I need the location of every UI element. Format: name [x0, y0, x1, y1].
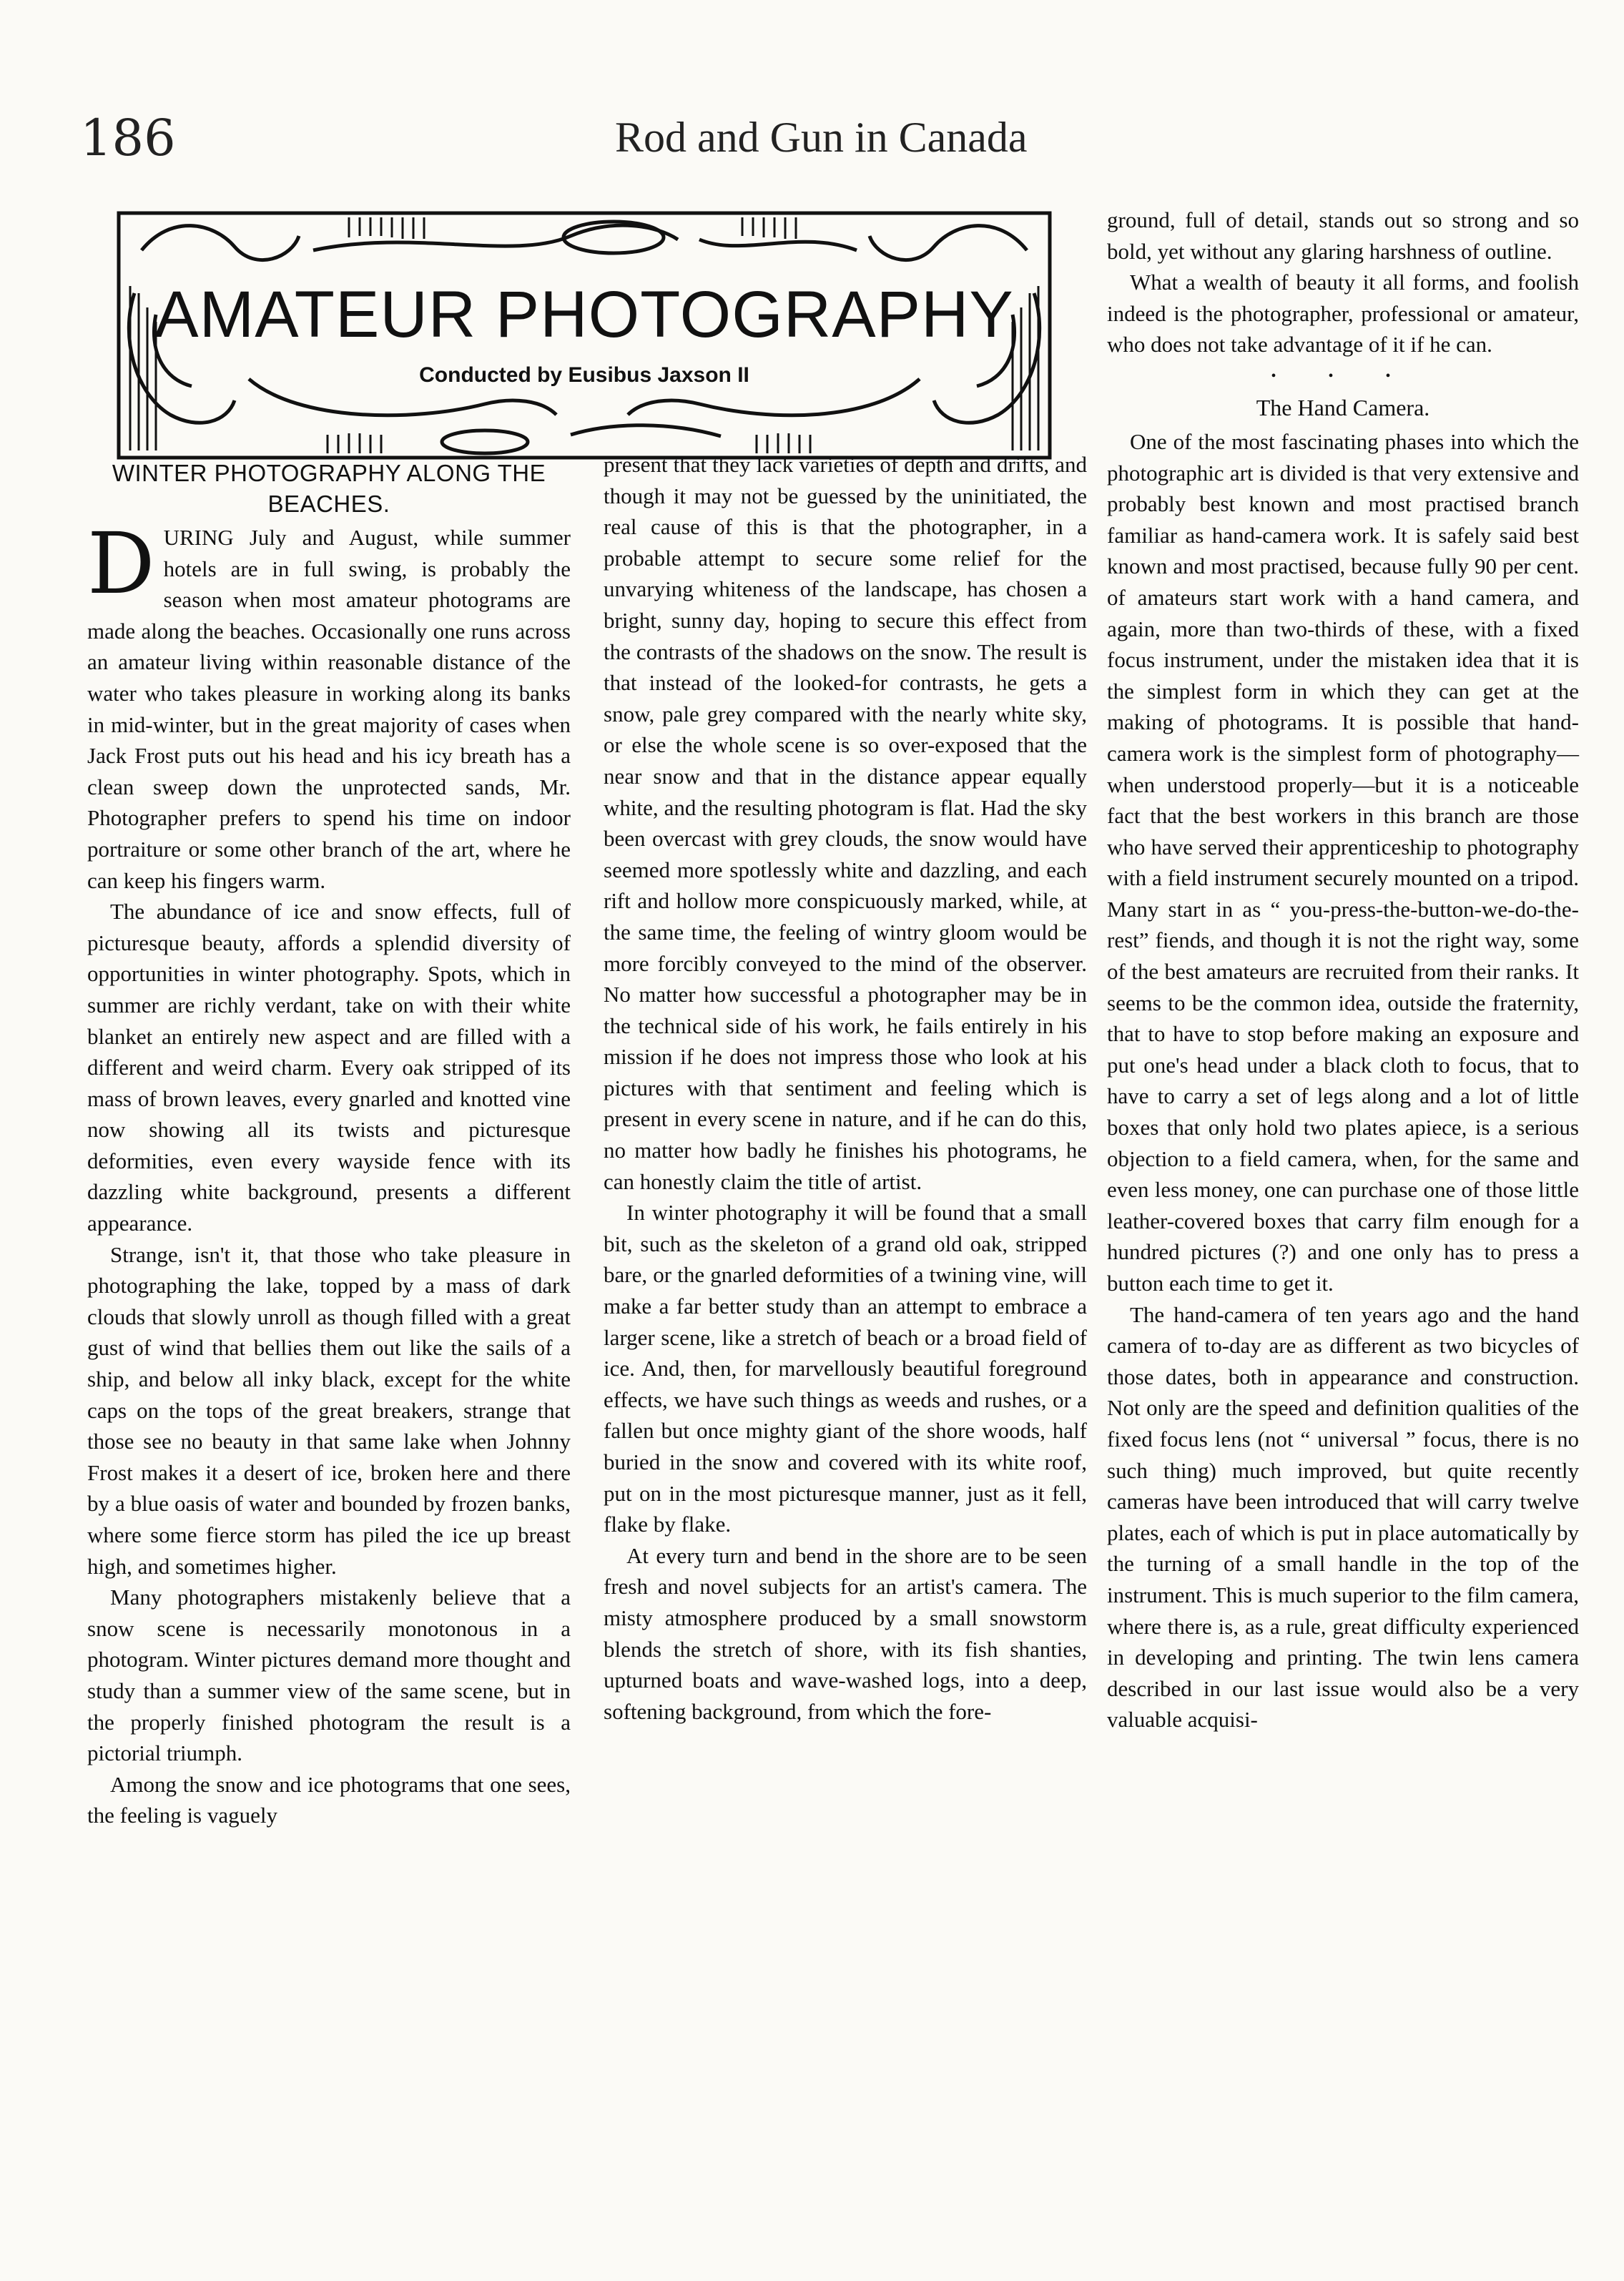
page-number: 186 [80, 109, 176, 167]
paragraph: present that they lack varieties of depth and drifts, and though it may not be guessed by the uninitiated, the real cause of this is that the photographer, in a probable attempt to secure some relief for the unvarying whiteness of the landscape, has chosen a bright, sunny day, hoping to secure this effect from the contrasts of the shadows on the snow. The result is that instead of the looked-for contrasts, he gets a snow, pale grey compared with the nearly white sky, or else the whole scene is so over-exposed that the near snow and that in the distance appear equally white, and the resulting photogram is flat. Had the sky been overcast with grey clouds, the snow would have seemed more spotlessly white and dazzling, and each rift and hollow more conspicuously marked, while, at the same time, the feeling of wintry gloom would be more forcibly conveyed to the mind of the observer. No matter how successful a photographer may be in the technical side of his work, he fails entirely in his mission if he does not impress those who look at his pictures with that sentiment and feeling which is present in every scene in nature, and if he can do this, no matter how badly he finishes his photograms, he can honestly claim the title of artist. [604, 452, 1087, 1194]
subheading-hand-camera: The Hand Camera. [1256, 394, 1430, 420]
article-heading: WINTER PHOTOGRAPHY ALONG THE BEACHES. [112, 460, 546, 517]
paragraph: Many photographers mistakenly believe that a snow scene is necessarily monotonous in a photogram. Winter pictures demand more thought and study than a summer view of the same scene, but in the properly finished photogram the result is a pictorial triumph. [87, 1585, 571, 1766]
banner-subtitle: Conducted by Eusibus Jaxson II [419, 363, 749, 387]
paragraph: The abundance of ice and snow effects, full of picturesque beauty, affords a splendid diversity of opportunities in winter photography. Spots, which in summer are richly verdant, take on with their white blanket an entirely new aspect and are filled with a different and weird charm. Every oak stripped of its mass of brown leaves, every gnarled and knotted vine now showing all its twists and picturesque deformities, even every wayside fence with its dazzling white background, presents a different appearance. [87, 899, 571, 1236]
paragraph: ground, full of detail, stands out so strong and so bold, yet without any glaring harshness of outline. [1107, 207, 1579, 264]
paragraph: In winter photography it will be found that a small bit, such as the skeleton of a grand old oak, stripped bare, or the gnarled deformities of a twining vine, will make a far better study than an attempt to embrace a larger scene, like a stretch of beach or a broad field of ice. And, then, for marvellously beautiful foreground effects, we have such things as weeds and rushes, or a fallen but once mighty giant of the shore woods, half buried in the snow and covered with its white roof, put on in the most picturesque manner, just as it fell, flake by flake. [604, 1200, 1087, 1537]
first-paragraph [87, 514, 571, 896]
paragraph: The hand-camera of ten years ago and the hand camera of to-day are as different as two bicycles of those dates, both in appearance and construction. Not only are the speed and definition qualities of the fixed focus lens (not “ universal ” focus, there is no such thing) much improved, but quite recently cameras have been introduced that will carry twelve plates, each of which is put in place automatically by the turning of a small handle in the top of the instrument. This is much superior to the film camera, where there is, as a rule, great difficulty experienced in developing and printing. The twin lens camera described in our last issue would also be a very valuable acquisi- [1107, 1301, 1579, 1733]
paragraph: At every turn and bend in the shore are to be seen fresh and novel subjects for an artist's camera. The misty atmosphere produced by a small snowstorm blends the stretch of shore, with its fish shanties, upturned boats and wave-washed logs, into a deep, softening background, from which the fore- [604, 1542, 1087, 1724]
banner-title: AMATEUR PHOTOGRAPHY [154, 278, 1014, 351]
column-1 [87, 458, 571, 1831]
paragraph: What a wealth of beauty it all forms, and foolish indeed is the photographer, professional or amateur, who does not take advantage of it if he can. [1107, 270, 1579, 358]
section-separator: • • • [1271, 368, 1415, 384]
column-2 [604, 449, 1087, 1727]
column-3 [1107, 205, 1579, 1735]
section-banner [113, 207, 1055, 463]
drop-cap: D [87, 514, 155, 613]
paragraph: One of the most fascinating phases into which the photographic art is divided is that very extensive and probably best known and most practised branch familiar as hand-camera work. It is safely said best known and most practised, because fully 90 per cent. of amateurs start work with a hand camera, and again, more than two-thirds of these, with a fixed focus instrument, under the mistaken idea that it is the simplest form in which they can get at the making of photograms. It is possible that hand-camera work is the simplest form of photography—when understood properly—but it is a noticeable fact that the best workers in this branch are those who have served their apprenticeship to photography with a field instrument securely mounted on a tripod. Many start in as “ you-press-the-button-we-do-the-rest” fiends, and though it is not the right way, some of the best amateurs are recruited from their ranks. It seems to be the common idea, outside the fraternity, that to have to stop before making an exposure and put one's head under a black cloth to focus, that to have to carry a set of legs along and a lot of little boxes that only hold two plates apiece, is a serious objection to a field camera, when, for the same and even less money, one can purchase one of those little leather-covered boxes that carry film enough for a hundred pictures (?) and one only has to press a button each time to get it. [1107, 428, 1579, 1296]
first-paragraph-text: URING July and August, while summer hotels are in full swing, is probably the season when most amateur photograms are made along the beaches. Occasionally one runs across an amateur living within reasonable distance of the water who takes pleasure in working along its banks in mid-winter, but in the great majority of cases when Jack Frost puts out his head and his icy breath has a clean sweep down the unprotected sands, Mr. Photographer prefers to spend his time on indoor portraiture or some other branch of the art, where he can keep his fingers warm. [87, 525, 571, 893]
running-head: Rod and Gun in Canada [615, 114, 1028, 161]
paragraph: Strange, isn't it, that those who take pleasure in photographing the lake, topped by a mass of dark clouds that slowly unroll as though filled with a great gust of wind that bellies them out like the sails of a ship, and below all inky black, except for the white caps on the tops of the great breakers, strange that those see no beauty in that same lake when Johnny Frost makes it a desert of ice, broken here and there by a blue oasis of water and bounded by frozen banks, where some fierce storm has piled the ice up breast high, and sometimes higher. [87, 1241, 571, 1579]
paragraph: Among the snow and ice photograms that one sees, the feeling is vaguely [87, 1771, 571, 1828]
